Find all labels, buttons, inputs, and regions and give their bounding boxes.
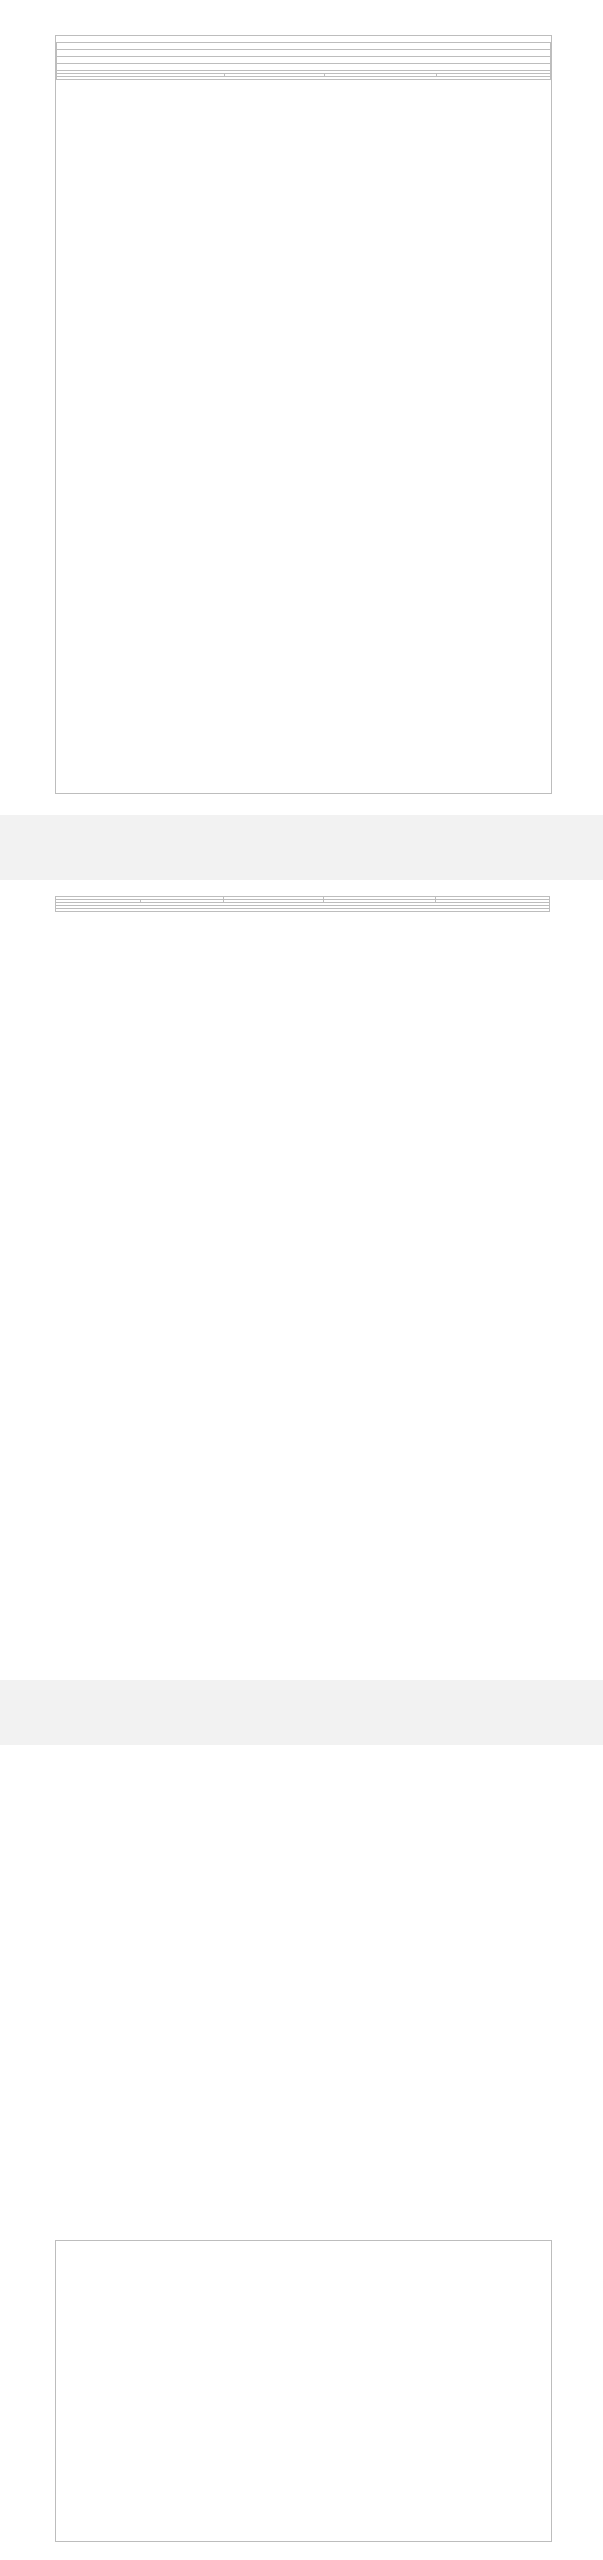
spectrum-chart-2700k [48, 1745, 200, 1865]
qr-code-icon[interactable] [475, 2250, 537, 2312]
spectra-row [48, 1745, 558, 1875]
page-1 [0, 0, 603, 815]
datasheet-frame [55, 35, 552, 794]
mains-heading [56, 909, 550, 912]
type-heading [57, 64, 551, 71]
page-2 [0, 880, 603, 1680]
datasheet-frame-continued [55, 896, 550, 915]
registry-box [55, 2240, 552, 2542]
page-3 [0, 1745, 603, 2560]
general-params-heading [57, 77, 551, 80]
spectrum-chart-warm [216, 1745, 368, 1865]
spectrum-chart-cool [384, 1745, 536, 1865]
